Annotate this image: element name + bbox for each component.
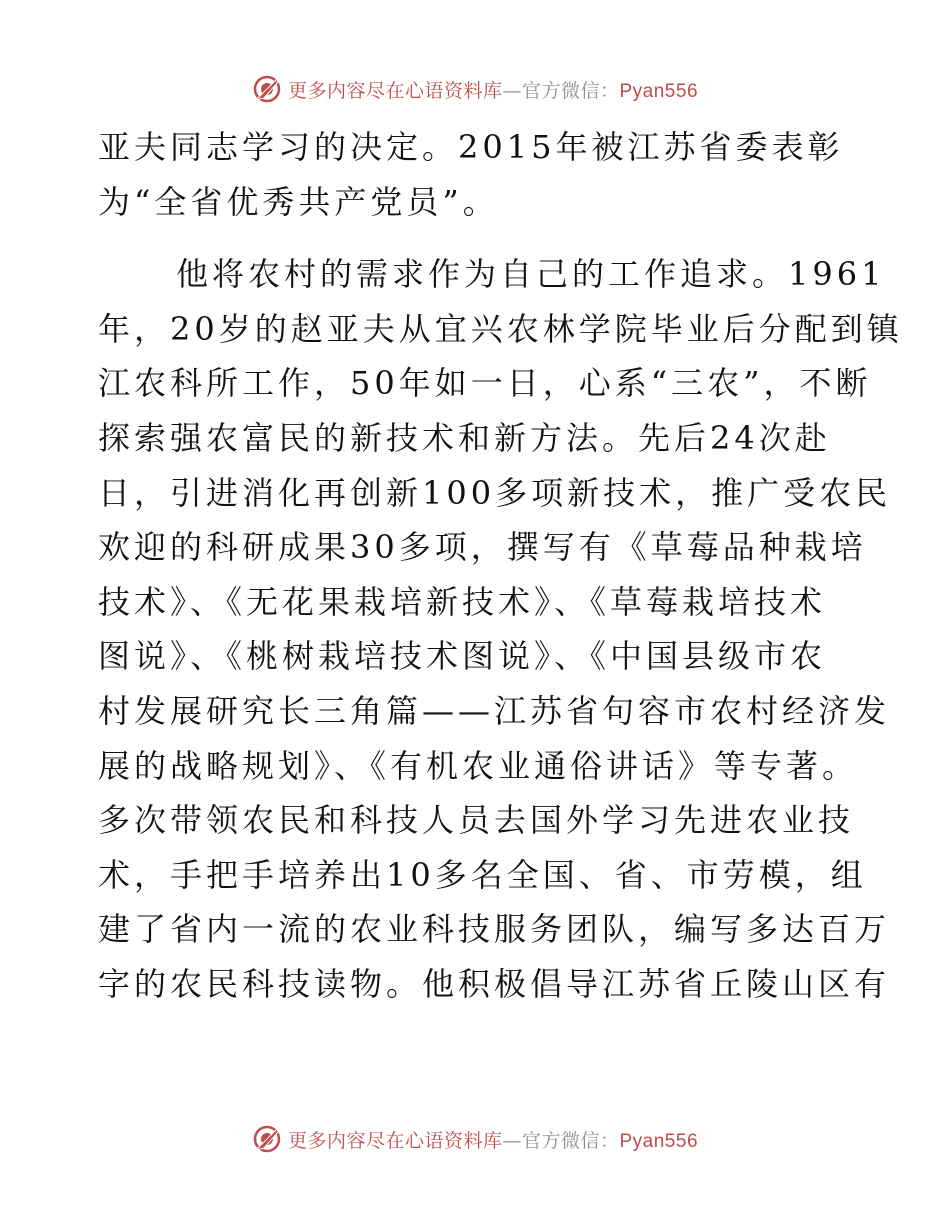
watermark-brand: 更多内容尽在心语资料库	[287, 79, 503, 102]
text-line: 多次带领农民和科技人员去国外学习先进农业技	[98, 801, 855, 840]
text-line: 亚夫同志学习的决定。2015年被江苏省委表彰	[98, 128, 844, 166]
text-line: 村发展研究长三角篇——江苏省句容市农村经济发	[98, 691, 891, 730]
text-line: 技术》、《无花果栽培新技术》、《草莓栽培技术	[98, 582, 827, 621]
text-line: 日，引进消化再创新100多项新技术，推广受农民	[98, 473, 892, 512]
text-line: 术，手把手培养出10多名全国、省、市劳模，组	[98, 855, 867, 894]
watermark-wechat-id: Pyan556	[619, 1130, 699, 1152]
text-line: 展的战略规划》、《有机农业通俗讲话》等专著。	[98, 746, 859, 785]
quill-seal-icon	[252, 74, 282, 104]
text-line: 他将农村的需求作为自己的工作追求。1961	[176, 255, 886, 294]
text-line: 年，20岁的赵亚夫从宜兴农林学院毕业后分配到镇	[98, 309, 903, 348]
watermark-label: 官方微信：	[521, 79, 620, 102]
watermark-separator: —	[502, 1129, 522, 1152]
quill-seal-icon	[252, 1124, 282, 1154]
text-line: 为“全省优秀共产党员”。	[98, 182, 499, 221]
paragraph-1	[98, 120, 858, 229]
watermark-wechat-id: Pyan556	[619, 80, 699, 102]
watermark-text	[288, 1126, 698, 1153]
text-line: 江农科所工作，50年如一日，心系“三农”，不断	[98, 364, 872, 403]
text-line: 建了省内一流的农业科技服务团队，编写多达百万	[98, 910, 891, 949]
header-watermark	[0, 72, 950, 106]
text-line: 探索强农富民的新技术和新方法。先后24次赴	[98, 418, 831, 457]
watermark-separator: —	[502, 79, 522, 102]
footer-watermark	[0, 1122, 950, 1156]
paragraph-2	[98, 247, 903, 1011]
watermark-text	[288, 76, 698, 103]
text-line: 图说》、《桃树栽培技术图说》、《中国县级市农	[98, 637, 827, 676]
watermark-label: 官方微信：	[521, 1129, 620, 1152]
document-body	[98, 120, 903, 1012]
text-line: 字的农民科技读物。他积极倡导江苏省丘陵山区有	[98, 964, 891, 1003]
text-line: 欢迎的科研成果30多项，撰写有《草莓品种栽培	[98, 528, 867, 567]
watermark-brand: 更多内容尽在心语资料库	[287, 1129, 503, 1152]
